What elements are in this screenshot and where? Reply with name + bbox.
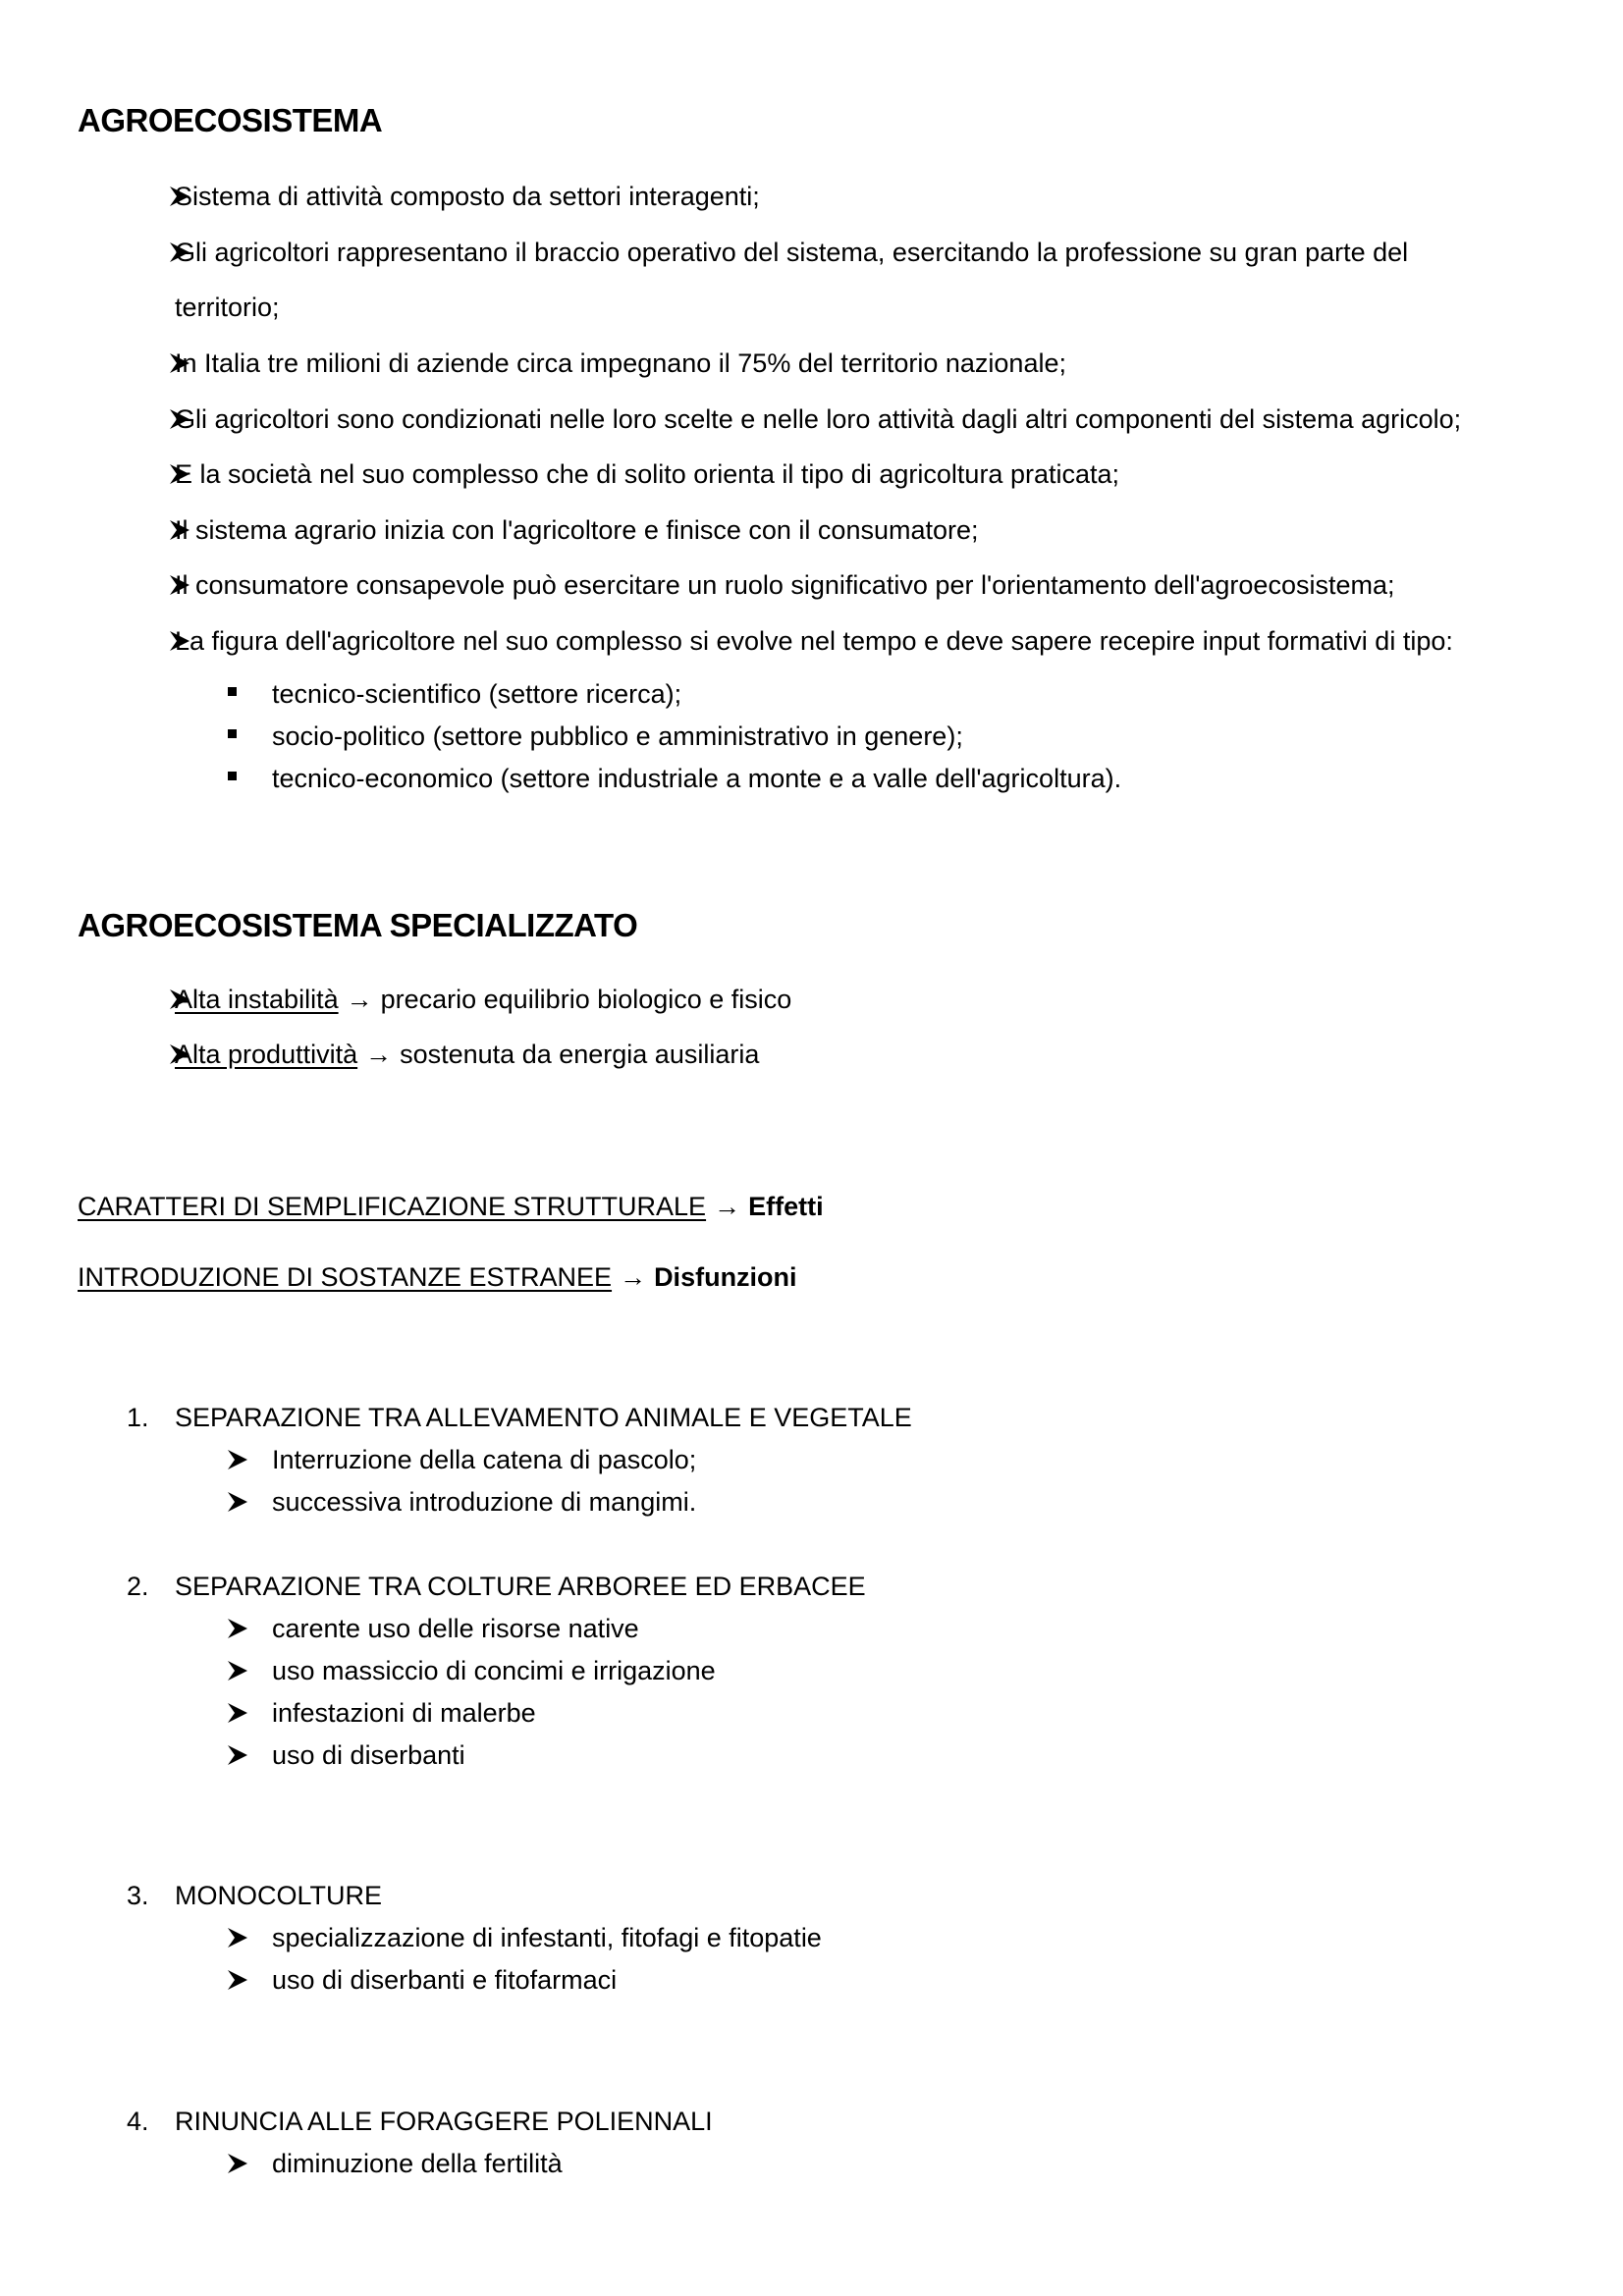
bullet-text: Il sistema agrario inizia con l'agricoltore e finisce con il consumatore; [175, 515, 979, 545]
sub-bullet-text: socio-politico (settore pubblico e amministrativo in genere); [272, 721, 963, 751]
character-line [78, 1260, 797, 1294]
term-description: sostenuta da energia ausiliaria [400, 1040, 760, 1069]
arrowhead-bullet-icon [226, 1926, 249, 1949]
list-number: 3. [127, 1881, 149, 1910]
bullet-text: Gli agricoltori rappresentano il braccio operativo del sistema, esercitando la professione su gran parte del [175, 238, 1409, 267]
right-arrow-icon: → [714, 1192, 741, 1221]
bullet-text: E la società nel suo complesso che di solito orienta il tipo di agricoltura praticata; [175, 459, 1120, 489]
term-underlined: Alta produttività [175, 1040, 358, 1069]
character-label: INTRODUZIONE DI SOSTANZE ESTRANEE [78, 1262, 613, 1292]
square-bullet-icon [228, 729, 237, 738]
arrowhead-bullet-icon [226, 1659, 249, 1682]
sub-item-text: successiva introduzione di mangimi. [272, 1487, 697, 1517]
character-result: Disfunzioni [654, 1262, 797, 1292]
section-title-specializzato: AGROECOSISTEMA SPECIALIZZATO [78, 907, 638, 943]
term-underlined: Alta instabilità [175, 985, 339, 1014]
character-label: CARATTERI DI SEMPLIFICAZIONE STRUTTURALE [78, 1192, 707, 1221]
section-title-agroecosistema: AGROECOSISTEMA [78, 102, 383, 138]
sub-item-text: uso massiccio di concimi e irrigazione [272, 1656, 716, 1685]
arrowhead-bullet-icon [226, 1968, 249, 1992]
sub-bullet-text: tecnico-economico (settore industriale a monte e a valle dell'agricoltura). [272, 764, 1122, 793]
character-result: Effetti [748, 1192, 824, 1221]
right-arrow-icon: → [346, 985, 373, 1014]
arrowhead-bullet-icon [226, 1743, 249, 1767]
right-arrow-icon: → [620, 1262, 647, 1292]
square-bullet-icon [228, 772, 237, 780]
arrowhead-bullet-icon [226, 1448, 249, 1471]
bullet-text: Gli agricoltori sono condizionati nelle loro scelte e nelle loro attività dagli altri componenti del sistema agricolo; [175, 404, 1462, 434]
numbered-title: RINUNCIA ALLE FORAGGERE POLIENNALI [175, 2107, 713, 2136]
list-number: 4. [127, 2107, 149, 2136]
bullet-text [175, 1038, 759, 1071]
bullet-text [175, 983, 791, 1016]
sub-item-text: specializzazione di infestanti, fitofagi e fitopatie [272, 1923, 822, 1952]
list-number: 2. [127, 1572, 149, 1601]
numbered-title: SEPARAZIONE TRA COLTURE ARBOREE ED ERBACEE [175, 1572, 866, 1601]
bullet-text: Il consumatore consapevole può esercitare un ruolo significativo per l'orientamento dell'agroecosistema; [175, 570, 1395, 600]
bullet-text-continuation: territorio; [175, 293, 280, 322]
character-line [78, 1190, 824, 1223]
bullet-text: In Italia tre milioni di aziende circa impegnano il 75% del territorio nazionale; [175, 348, 1066, 378]
arrowhead-bullet-icon [226, 1490, 249, 1514]
numbered-title: SEPARAZIONE TRA ALLEVAMENTO ANIMALE E VEGETALE [175, 1403, 912, 1432]
arrowhead-bullet-icon [226, 1617, 249, 1640]
arrowhead-bullet-icon [226, 1701, 249, 1725]
sub-item-text: infestazioni di malerbe [272, 1698, 536, 1728]
sub-item-text: Interruzione della catena di pascolo; [272, 1445, 697, 1474]
list-number: 1. [127, 1403, 149, 1432]
term-description: precario equilibrio biologico e fisico [380, 985, 792, 1014]
sub-item-text: uso di diserbanti [272, 1740, 465, 1770]
sub-bullet-text: tecnico-scientifico (settore ricerca); [272, 679, 682, 709]
square-bullet-icon [228, 687, 237, 696]
numbered-title: MONOCOLTURE [175, 1881, 383, 1910]
sub-item-text: carente uso delle risorse native [272, 1614, 639, 1643]
arrowhead-bullet-icon [226, 2152, 249, 2175]
sub-item-text: diminuzione della fertilità [272, 2149, 563, 2178]
right-arrow-icon: → [365, 1040, 393, 1069]
sub-item-text: uso di diserbanti e fitofarmaci [272, 1965, 618, 1995]
bullet-text: Sistema di attività composto da settori interagenti; [175, 182, 760, 211]
bullet-text: La figura dell'agricoltore nel suo complesso si evolve nel tempo e deve sapere recepire input formativi di tipo: [175, 626, 1453, 656]
